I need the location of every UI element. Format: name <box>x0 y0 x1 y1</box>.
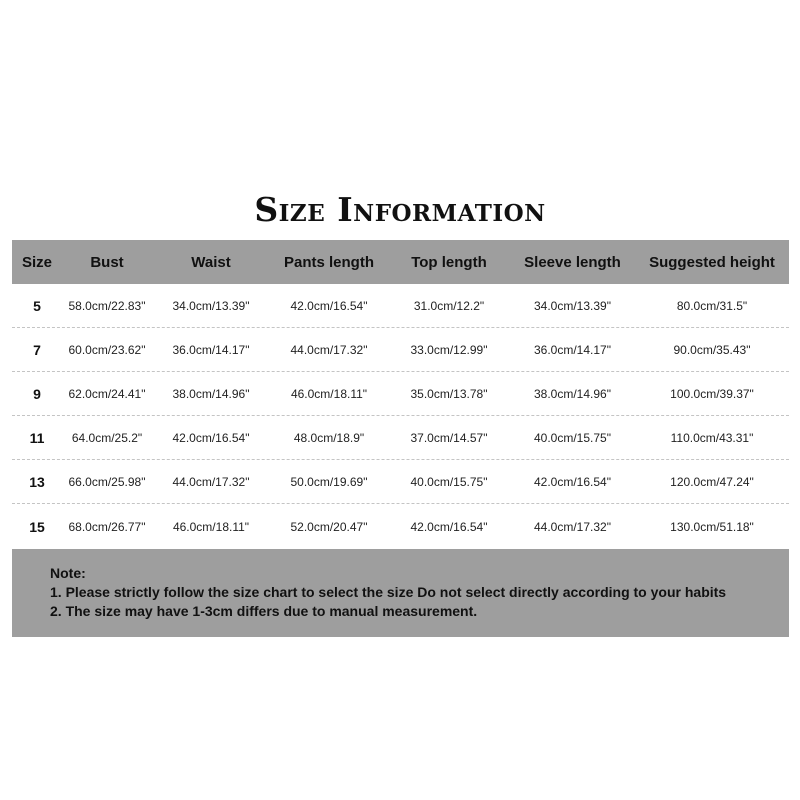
suggested-height-cell: 80.0cm/31.5" <box>676 298 748 313</box>
top-length-cell: 42.0cm/16.54" <box>410 519 488 534</box>
pants-length-cell: 44.0cm/17.32" <box>290 342 368 357</box>
suggested-height-cell: 120.0cm/47.24" <box>670 474 754 489</box>
header-size: Size <box>21 253 52 271</box>
suggested-height-cell: 90.0cm/35.43" <box>673 342 751 357</box>
bust-cell: 60.0cm/23.62" <box>68 342 146 357</box>
waist-cell: 42.0cm/16.54" <box>172 430 250 445</box>
bust-cell: 68.0cm/26.77" <box>68 519 146 534</box>
waist-cell: 34.0cm/13.39" <box>172 298 250 313</box>
table-row <box>12 416 789 460</box>
top-length-cell: 31.0cm/12.2" <box>413 298 485 313</box>
bust-cell: 66.0cm/25.98" <box>68 474 146 489</box>
sleeve-length-cell: 38.0cm/14.96" <box>534 386 611 401</box>
size-cell: 13 <box>29 473 45 490</box>
header-waist: Waist <box>191 253 231 271</box>
header-bust: Bust <box>90 253 124 271</box>
note-box <box>12 549 789 637</box>
header-top-length: Top length <box>411 253 487 271</box>
top-length-cell: 35.0cm/13.78" <box>410 386 488 401</box>
suggested-height-cell: 110.0cm/43.31" <box>670 430 754 445</box>
note-heading: Note: <box>50 565 86 581</box>
sleeve-length-cell: 44.0cm/17.32" <box>534 519 611 534</box>
size-cell: 7 <box>33 341 41 358</box>
size-cell: 9 <box>33 385 41 402</box>
waist-cell: 36.0cm/14.17" <box>172 342 250 357</box>
size-cell: 15 <box>29 518 45 535</box>
pants-length-cell: 50.0cm/19.69" <box>290 474 368 489</box>
sleeve-length-cell: 40.0cm/15.75" <box>534 430 611 445</box>
waist-cell: 38.0cm/14.96" <box>172 386 250 401</box>
table-row <box>12 460 789 504</box>
page-title: Size Information <box>254 190 546 229</box>
table-row <box>12 372 789 416</box>
sleeve-length-cell: 34.0cm/13.39" <box>534 298 611 313</box>
table-row <box>12 504 789 549</box>
table-row <box>12 328 789 372</box>
top-length-cell: 37.0cm/14.57" <box>410 430 488 445</box>
pants-length-cell: 48.0cm/18.9" <box>293 430 365 445</box>
size-cell: 5 <box>33 297 41 314</box>
size-cell: 11 <box>29 429 45 446</box>
waist-cell: 46.0cm/18.11" <box>172 519 250 534</box>
pants-length-cell: 46.0cm/18.11" <box>290 386 368 401</box>
note-line-2: 2. The size may have 1-3cm differs due to manual measurement. <box>50 603 478 619</box>
header-pants-length: Pants length <box>283 253 374 271</box>
note-line-1: 1. Please strictly follow the size chart to select the size Do not select directly according to your habits <box>50 584 727 600</box>
waist-cell: 44.0cm/17.32" <box>172 474 250 489</box>
suggested-height-cell: 130.0cm/51.18" <box>670 519 754 534</box>
table-header-row <box>12 240 789 284</box>
size-table <box>12 240 789 549</box>
bust-cell: 58.0cm/22.83" <box>68 298 146 313</box>
pants-length-cell: 42.0cm/16.54" <box>290 298 368 313</box>
top-length-cell: 33.0cm/12.99" <box>410 342 488 357</box>
bust-cell: 62.0cm/24.41" <box>68 386 146 401</box>
header-suggested-height: Suggested height <box>649 253 775 271</box>
top-length-cell: 40.0cm/15.75" <box>410 474 488 489</box>
bust-cell: 64.0cm/25.2" <box>71 430 143 445</box>
sleeve-length-cell: 36.0cm/14.17" <box>534 342 611 357</box>
sleeve-length-cell: 42.0cm/16.54" <box>534 474 611 489</box>
table-row <box>12 284 789 328</box>
header-sleeve-length: Sleeve length <box>524 253 621 271</box>
pants-length-cell: 52.0cm/20.47" <box>290 519 368 534</box>
suggested-height-cell: 100.0cm/39.37" <box>670 386 754 401</box>
